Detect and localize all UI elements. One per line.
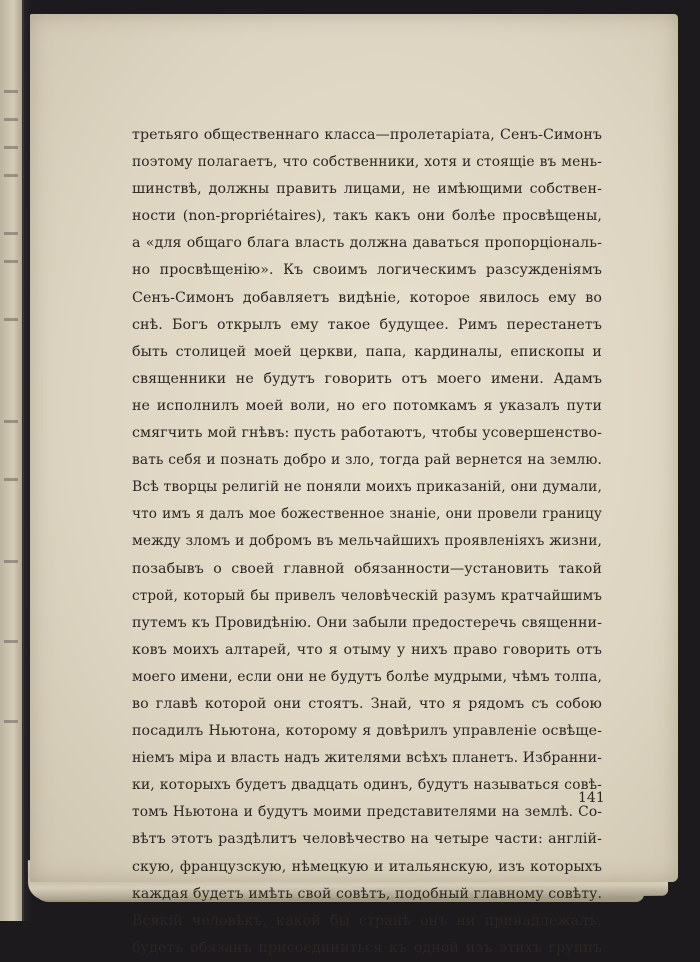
facing-page-text-fragment (4, 420, 18, 423)
text-line: будетъ обязанъ присоединиться къ одной изъ этихъ группъ (132, 939, 602, 956)
facing-page-text-fragment (4, 90, 18, 93)
text-line: во главѣ которой они стоятъ. Знай, что я рядомъ съ собою (132, 695, 602, 712)
facing-page-text-fragment (4, 720, 18, 723)
text-line: посадилъ Ньютона, которому я довѣрилъ управленіе освѣще- (132, 723, 602, 740)
facing-page-text-fragment (4, 118, 18, 121)
facing-page-text-fragment (4, 478, 18, 481)
facing-page-text-fragment (4, 232, 18, 235)
facing-page-text-fragment (4, 560, 18, 563)
text-line: вать себя и познать добро и зло, тогда рай вернется на землю. (132, 452, 602, 469)
text-line: смягчить мой гнѣвъ: пусть работаютъ, чтобы усовершенство- (132, 425, 602, 442)
text-line: Всякій человѣкъ, какой бы странѣ онъ ни принадлежалъ, (132, 912, 602, 929)
text-line: каждая будетъ имѣть свой совѣтъ, подобный главному совѣту. (132, 885, 602, 902)
text-line: что имъ я далъ мое божественное знаніе, они провели границу (132, 506, 602, 523)
text-line: Сенъ-Симонъ добавляетъ видѣніе, которое явилось ему во (132, 289, 602, 306)
facing-page-text-fragment (4, 640, 18, 643)
text-line: путемъ къ Провидѣнію. Они забыли предостеречь священни- (132, 614, 602, 631)
text-line: поэтому полагаетъ, что собственники, хотя и стоящіе въ мень- (132, 154, 602, 171)
text-line: позабывъ о своей главной обязанности—установить такой (132, 560, 602, 577)
text-line: снѣ. Богъ открылъ ему такое будущее. Римъ перестанетъ (132, 316, 602, 333)
text-line: третьяго общественнаго класса—пролетаріата, Сенъ-Симонъ (132, 127, 602, 143)
page-body-text (132, 122, 602, 962)
facing-page-text-fragment (4, 174, 18, 177)
text-line: не исполнилъ моей воли, но его потомкамъ я указалъ пути (132, 397, 602, 414)
text-line: а «для общаго блага власть должна даваться пропорціональ- (132, 235, 602, 252)
text-line: священники не будутъ говорить отъ моего имени. Адамъ (132, 370, 602, 387)
text-line: строй, который бы привелъ человѣческій разумъ кратчайшимъ (132, 587, 602, 604)
text-line: Всѣ творцы религій не поняли моихъ приказаній, они думали, (132, 479, 602, 496)
text-line: но просвѣщенію». Къ своимъ логическимъ разсужденіямъ (132, 262, 602, 279)
facing-page-text-fragment (4, 146, 18, 149)
text-line: скую, французскую, нѣмецкую и итальянскую, изъ которыхъ (132, 858, 602, 875)
text-line: шинствѣ, должны править лицами, не имѣющими собствен- (132, 181, 602, 198)
facing-page-text-fragment (4, 260, 18, 263)
text-line: ки, которыхъ будетъ двадцать одинъ, будутъ называться совѣ- (132, 777, 602, 794)
page-number: 141 (578, 790, 605, 806)
text-line: томъ Ньютона и будутъ моими представителями на землѣ. Со- (132, 804, 602, 821)
text-line: вѣтъ этотъ раздѣлитъ человѣчество на четыре части: англій- (132, 831, 602, 848)
text-line: быть столицей моей церкви, папа, кардиналы, епископы и (132, 343, 602, 360)
facing-page-edge (0, 0, 24, 921)
text-line: моего имени, если они не будутъ болѣе мудрыми, чѣмъ толпа, (132, 668, 602, 685)
text-line: между зломъ и добромъ въ мельчайшихъ проявленіяхъ жизни, (132, 533, 602, 550)
text-line: ніемъ міра и власть надъ жителями всѣхъ планетъ. Избранни- (132, 750, 602, 767)
text-line: ковъ моихъ алтарей, что я отыму у нихъ право говорить отъ (132, 641, 602, 658)
book-page (30, 14, 678, 956)
text-line: ности (non-propriétaires), такъ какъ они болѣе просвѣщены, (132, 208, 602, 225)
facing-page-text-fragment (4, 318, 18, 321)
